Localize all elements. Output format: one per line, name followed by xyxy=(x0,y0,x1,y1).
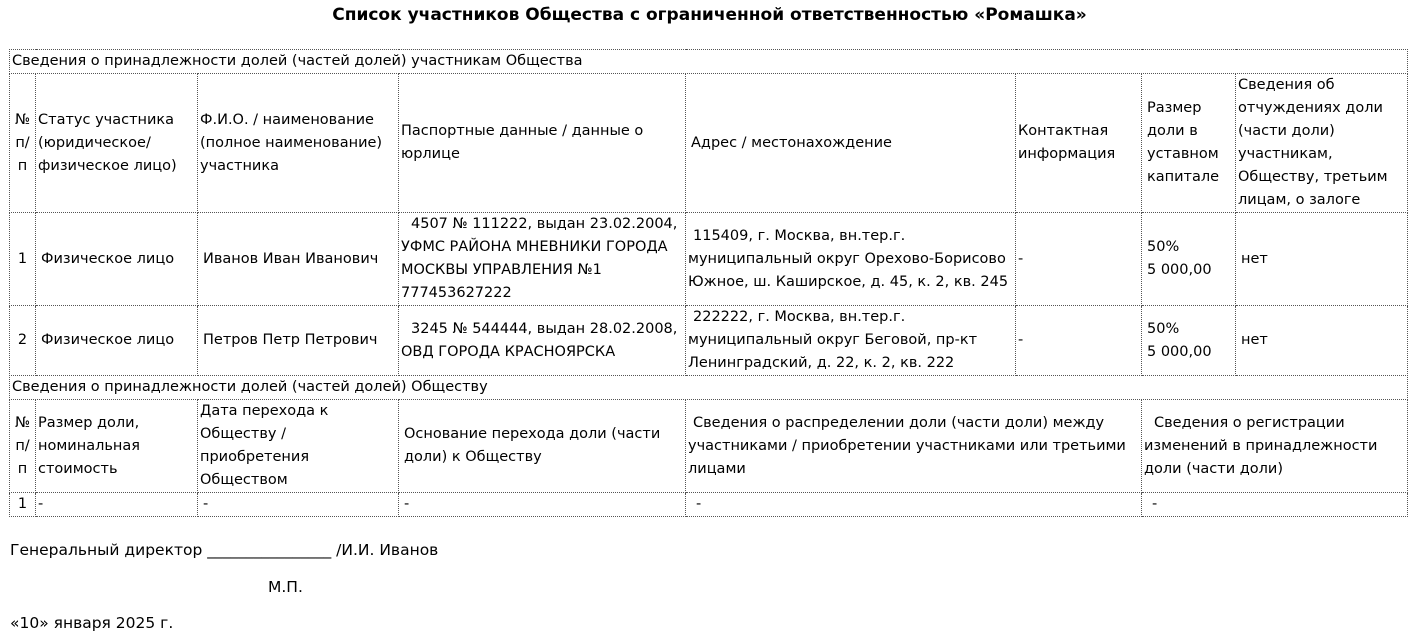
row-status: Физическое лицо xyxy=(36,213,198,306)
header-size: Размер доли, номинальная стоимость xyxy=(36,400,198,493)
table-row xyxy=(10,213,1408,306)
company-shares-table xyxy=(9,375,1408,517)
header-basis: Основание перехода доли (части доли) к Обществу xyxy=(399,400,686,493)
row-distribution: - xyxy=(686,493,1142,517)
signature-line: Генеральный директор ________________ /И.И. Иванов xyxy=(10,541,439,559)
section1-header-row xyxy=(10,74,1408,213)
row-num: 1 xyxy=(10,493,36,517)
row-name: Петров Петр Петрович xyxy=(198,306,399,376)
row-passport: 4507 № 111222, выдан 23.02.2004, УФМС РАЙОНА МНЕВНИКИ ГОРОДА МОСКВЫ УПРАВЛЕНИЯ №1 777453627222 xyxy=(399,213,686,306)
row-registration: - xyxy=(1142,493,1408,517)
header-contact: Контактная информация xyxy=(1016,74,1142,213)
row-date: - xyxy=(198,493,399,517)
row-share-value: 5 000,00 xyxy=(1147,343,1212,360)
header-alienation: Сведения об отчуждениях доли (части доли) участникам, Обществу, третьим лицам, о залоге xyxy=(1236,74,1408,213)
header-status: Статус участника (юридическое/ физическое лицо) xyxy=(36,74,198,213)
document-date: «10» января 2025 г. xyxy=(10,614,174,632)
header-share: Размер доли в уставном капитале xyxy=(1142,74,1236,213)
header-name: Ф.И.О. / наименование (полное наименование) участника xyxy=(198,74,399,213)
header-num: № п/п xyxy=(10,400,36,493)
row-share-percent: 50% xyxy=(1147,320,1180,337)
header-date: Дата перехода к Обществу / приобретения Обществом xyxy=(198,400,399,493)
header-num: № п/п xyxy=(10,74,36,213)
row-basis: - xyxy=(399,493,686,517)
header-distribution: Сведения о распределении доли (части доли) между участниками / приобретении участниками или третьими лицами xyxy=(686,400,1142,493)
header-passport: Паспортные данные / данные о юрлице xyxy=(399,74,686,213)
row-name: Иванов Иван Иванович xyxy=(198,213,399,306)
section2-title: Сведения о принадлежности долей (частей долей) Обществу xyxy=(10,376,1408,400)
row-alienation: нет xyxy=(1236,213,1408,306)
row-alienation: нет xyxy=(1236,306,1408,376)
row-address: 222222, г. Москва, вн.тер.г. муниципальный округ Беговой, пр-кт Ленинградский, д. 22, к. 2, кв. 222 xyxy=(686,306,1016,376)
row-share-percent: 50% xyxy=(1147,239,1180,255)
row-share xyxy=(1142,213,1236,306)
row-share xyxy=(1142,306,1236,376)
row-address: 115409, г. Москва, вн.тер.г. муниципальный округ Орехово-Борисово Южное, ш. Каширское, д. 45, к. 2, кв. 245 xyxy=(686,213,1016,306)
row-status: Физическое лицо xyxy=(36,306,198,376)
table-row xyxy=(10,306,1408,376)
row-share-value: 5 000,00 xyxy=(1147,262,1212,278)
stamp-label: М.П. xyxy=(268,578,303,596)
row-num: 2 xyxy=(10,306,36,376)
row-size: - xyxy=(36,493,198,517)
table-row xyxy=(10,493,1408,517)
section1-title: Сведения о принадлежности долей (частей долей) участникам Общества xyxy=(10,50,1408,74)
row-num: 1 xyxy=(10,213,36,306)
row-passport: 3245 № 544444, выдан 28.02.2008, ОВД ГОРОДА КРАСНОЯРСКА xyxy=(399,306,686,376)
header-address: Адрес / местонахождение xyxy=(686,74,1016,213)
document-title: Список участников Общества с ограниченной ответственностью «Ромашка» xyxy=(332,5,1087,25)
row-contact: - xyxy=(1016,213,1142,306)
row-contact: - xyxy=(1016,306,1142,376)
members-table xyxy=(9,49,1408,376)
header-registration: Сведения о регистрации изменений в принадлежности доли (части доли) xyxy=(1142,400,1408,493)
section2-header-row xyxy=(10,400,1408,493)
